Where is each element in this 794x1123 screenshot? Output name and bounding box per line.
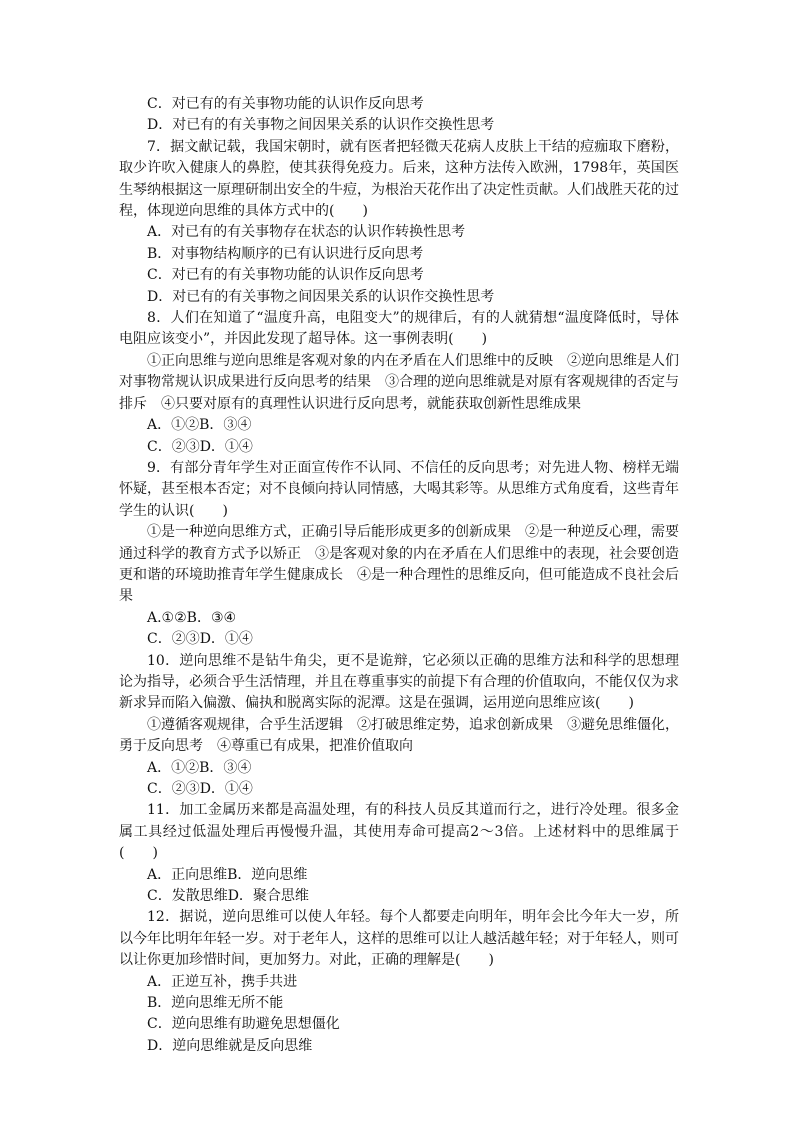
q7-option-b: B．对事物结构顺序的已有认识进行反向思考 [147,245,424,262]
q10-items: ①遵循客观规律，合乎生活逻辑 ②打破思维定势，追求创新成果 ③避免思维僵化，勇于反向思考 ④尊重已有成果，把准价值取向 [119,716,679,755]
q9-options-cd: C．②③D．①④ [147,631,253,648]
q11-stem: 11．加工金属历来都是高温处理，有的科技人员反其道而行之，进行冷处理。很多金属工具经过低温处理后再慢慢升温，其使用寿命可提高2～3倍。上述材料中的思维属于( ) [119,802,679,862]
q11-options-cd: C．发散思维D．聚合思维 [147,888,309,905]
q12-option-b: B．逆向思维无所不能 [147,995,284,1012]
q9-options-ab: A.①②B．③④ [147,609,237,626]
q6-option-c: C．对已有的有关事物功能的认识作反向思考 [147,96,424,112]
q10-stem: 10．逆向思维不是钻牛角尖，更不是诡辩，它必须以正确的思维方法和科学的思想理论为指导，必须合乎生活情理，并且在尊重事实的前提下有合理的价值取向，不能仅仅为求新求异而陷入偏激、偏执和脱离实际的泥潭。这是在强调，运用逆向思维应该( ) [119,652,679,712]
q7-option-d: D．对已有的有关事物之间因果关系的认识作交换性思考 [147,288,495,305]
q7-stem: 7．据文献记载，我国宋朝时，就有医者把轻微天花病人皮肤上干结的痘痂取下磨粉，取少许吹入健康人的鼻腔，使其获得免疫力。后来，这种方法传入欧洲，1798年，英国医生琴纳根据这一原理研制出安全的牛痘，为根治天花作出了决定性贡献。人们战胜天花的过程，体现逆向思维的具体方式中的( ) [119,138,679,220]
q8-options-ab: A．①②B．③④ [147,417,252,434]
q11-options-ab: A．正向思维B．逆向思维 [147,866,308,883]
q8-items: ①正向思维与逆向思维是客观对象的内在矛盾在人们思维中的反映 ②逆向思维是人们对事物常规认识成果进行反向思考的结果 ③合理的逆向思维就是对原有客观规律的否定与排斥 ④只要对原有的真理性认识进行反向思考，就能获取创新性思维成果 [119,352,679,412]
q10-options-cd: C．②③D．①④ [147,781,253,797]
q12-option-c: C．逆向思维有助避免思想僵化 [147,1016,340,1033]
q6-option-d: D．对已有的有关事物之间因果关系的认识作交换性思考 [147,117,495,134]
q8-options-cd: C．②③D．①④ [147,438,253,455]
q12-option-d: D．逆向思维就是反向思维 [147,1037,313,1054]
q7-option-a: A．对已有的有关事物存在状态的认识作转换性思考 [147,224,466,241]
q10-options-ab: A．①②B．③④ [147,759,252,776]
q12-option-a: A．正逆互补，携手共进 [147,973,298,990]
q7-option-c: C．对已有的有关事物功能的认识作反向思考 [147,267,424,284]
q12-stem: 12．据说，逆向思维可以使人年轻。每个人都要走向明年，明年会比今年大一岁，所以今年比明年年轻一岁。对于老年人，这样的思维可以让人越活越年轻；对于年轻人，则可以让你更加珍惜时间，更加努力。对此，正确的理解是( ) [119,909,679,969]
q9-items: ①是一种逆向思维方式，正确引导后能形成更多的创新成果 ②是一种逆反心理，需要通过科学的教育方式予以矫正 ③是客观对象的内在矛盾在人们思维中的表现，社会要创造更和谐的环境助推青年学生健康成长 ④是一种合理性的思维反向，但可能造成不良社会后果 [119,524,679,605]
q9-stem: 9．有部分青年学生对正面宣传作不认同、不信任的反向思考；对先进人物、榜样无端怀疑，甚至根本否定；对不良倾向持认同情感，大喝其彩等。从思维方式角度看，这些青年学生的认识( ) [119,459,679,519]
document-page [119,94,679,1057]
q8-stem: 8．人们在知道了“温度升高，电阻变大”的规律后，有的人就猜想“温度降低时，导体电阻应该变小”，并因此发现了超导体。这一事例表明( ) [119,310,679,348]
